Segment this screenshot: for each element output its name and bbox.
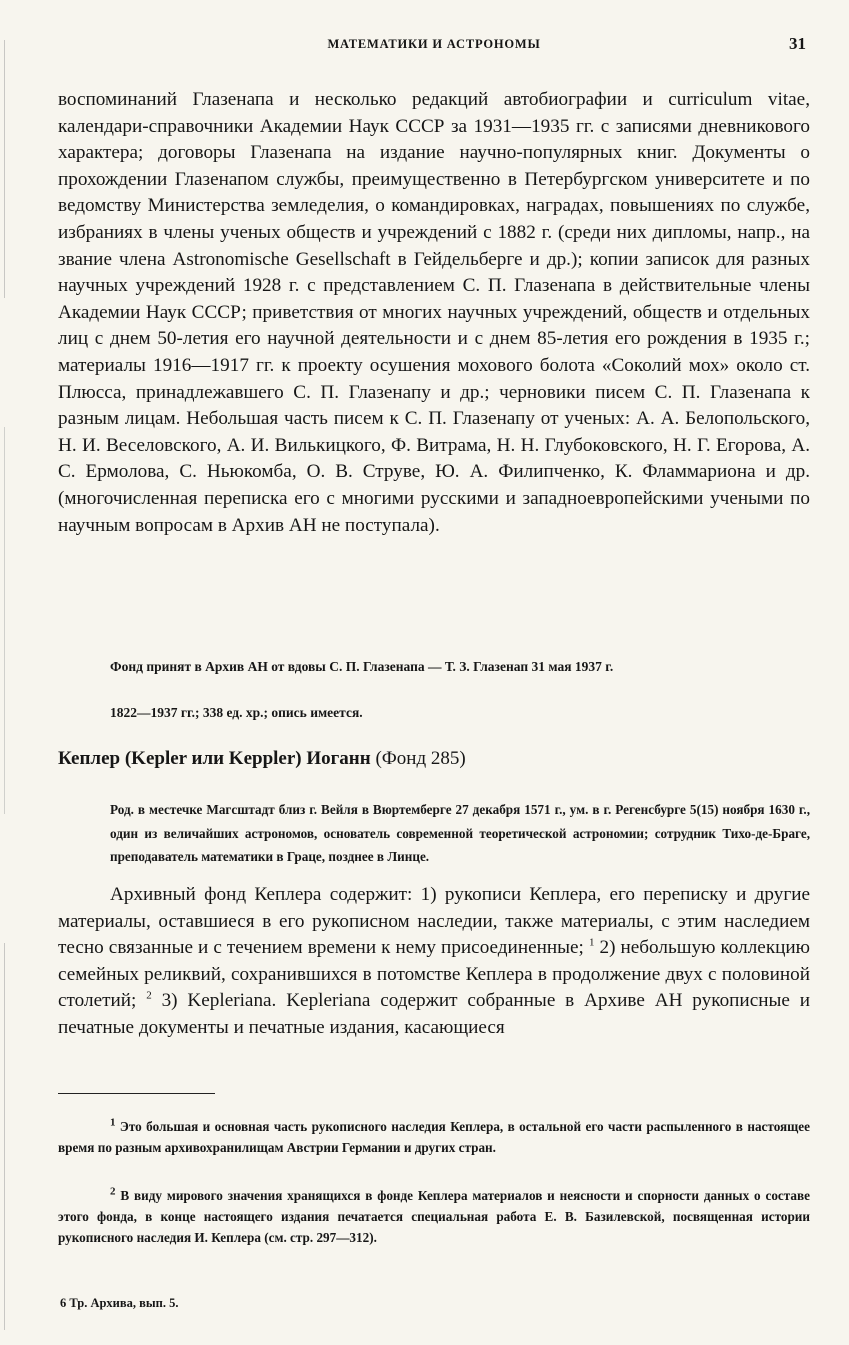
footnote-2-mark: 2 xyxy=(110,1185,116,1198)
section-heading-kepler xyxy=(58,746,810,772)
footnote-2-text: В виду мирового значения хранящихся в фонде Кеплера материалов и неясности и спорности данных о составе этого фонда, в конце настоящего издания печатается специальная работа Е. В. Базилевской, посвященная истории рукописного наследия И. Кеплера (см. стр. 297—312). xyxy=(58,1188,810,1245)
footnote-2 xyxy=(58,1185,810,1248)
document-page xyxy=(58,0,810,1345)
body-text-part-c: 3) Kepleriana. Kepleriana содержит собранные в Архиве АН рукописные и печатные документы и печатные издания, касающиеся xyxy=(58,990,811,1038)
footnote-ref-2[interactable]: 2 xyxy=(146,989,152,1002)
heading-variants: (Kepler или Keppler) xyxy=(124,748,302,769)
kepler-biography: Род. в местечке Магсштадт близ г. Вейля в Вюртемберге 27 декабря 1571 г., ум. в г. Регенсбурге 5(15) ноября 1630 г., один из величайших астрономов, основатель современной теоретической астрономии; сотрудник Тихо-де-Браге, преподаватель математики в Граце, позднее в Линце. xyxy=(110,802,810,865)
footnote-1 xyxy=(58,1116,810,1158)
running-head xyxy=(58,34,810,55)
fond-dates-note: 1822—1937 гг.; 338 ед. хр.; опись имеется. xyxy=(110,705,363,720)
body-paragraph-glazenap: воспоминаний Глазенапа и несколько редакций автобиографии и curriculum vitae, календари-справочники Академии Наук СССР за 1931—1935 гг. с записями дневникового характера; договоры Глазенапа на издание научно-популярных книг. Документы о прохождении Глазенапом службы, преимущественно в Петербургском университете и по ведомству Министерства земледелия, о командировках, наградах, повышениях по службе, избраниях в члены ученых обществ и учреждений с 1882 г. (среди них дипломы, напр., на звание члена Astronomische Gesellschaft в Гейдельберге и др.); копии записок для разных научных учреждений 1928 г. с представлением С. П. Глазенапа в действительные члены Академии Наук СССР; приветствия от многих научных учреждений, обществ и отдельных лиц с днем 50-летия его научной деятельности и с днем 85-летия его рождения в 1935 г.; материалы 1916—1917 гг. к проекту осушения мохового болота «Соколий мох» около ст. Плюсса, принадлежавшего С. П. Глазенапу и др.; черновики писем С. П. Глазенапа к разным лицам. Небольшая часть писем к С. П. Глазенапу от ученых: А. А. Белопольского, Н. И. Веселовского, А. И. Вилькицкого, Ф. Витрама, Н. Н. Глубоковского, Н. Г. Егорова, А. С. Ермолова, С. Ньюкомба, О. В. Струве, Ю. А. Филипченко, К. Фламмариона и др. (многочисленная переписка его с многими русскими и западноевропейскими учеными по научным вопросам в Архив АН не поступала). xyxy=(58,89,810,536)
scan-edge-shadow xyxy=(4,40,5,1330)
page-number: 31 xyxy=(789,34,806,53)
body-text-part-a: Архивный фонд Кеплера содержит: 1) рукописи Кеплера, его переписку и другие материалы, оставшиеся в его рукописном наследии, также материалы, с этим наследием тесно связанные и с течением времени к нему присоединенные; xyxy=(58,884,810,959)
body-paragraph-kepler xyxy=(58,882,810,1042)
heading-fond-number: (Фонд 285) xyxy=(375,748,466,769)
footnote-divider xyxy=(58,1093,215,1094)
fond-acceptance-note: Фонд принят в Архив АН от вдовы С. П. Глазенапа — Т. З. Глазенап 31 мая 1937 г. xyxy=(110,659,614,674)
body-text-part-b: 2) небольшую коллекцию семейных реликвий, сохранившихся в потомстве Кеплера в продолжение двух с половиной столетий; xyxy=(58,937,811,1012)
footnote-1-text: Это большая и основная часть рукописного наследия Кеплера, в остальной его части распыленного в настоящее время по разным архивохранилищам Австрии Германии и других стран. xyxy=(58,1119,811,1155)
footnote-ref-1[interactable]: 1 xyxy=(588,936,595,949)
running-title: МАТЕМАТИКИ И АСТРОНОМЫ xyxy=(327,37,541,51)
footnote-1-mark: 1 xyxy=(110,1116,116,1129)
printer-signature: 6 Тр. Архива, вып. 5. xyxy=(60,1296,179,1310)
heading-given-name: Иоганн xyxy=(306,748,371,769)
heading-surname: Кеплер xyxy=(58,748,121,769)
